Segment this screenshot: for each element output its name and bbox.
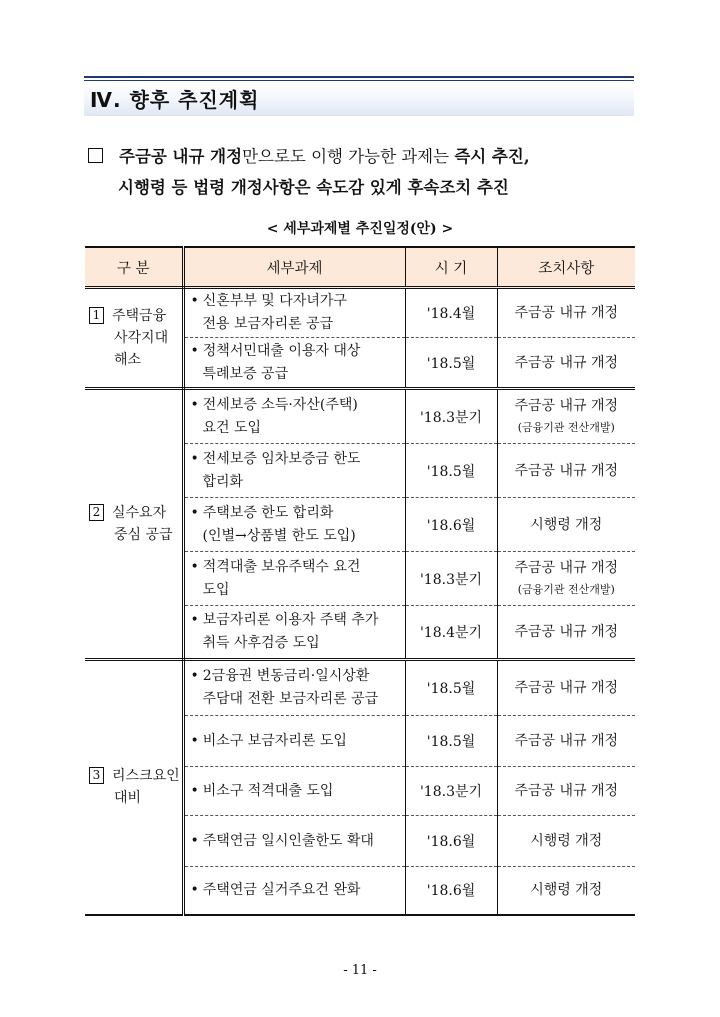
task-cell [183,552,405,606]
time-cell: '18.6월 [405,816,497,867]
task-text-1: 비소구 적격대출 도입 [202,782,334,799]
bullet-icon: • [190,293,199,309]
task-line-1 [191,730,405,753]
schedule-table [85,246,635,916]
task-line-1 [191,290,405,313]
task-line-1 [191,780,405,803]
task-cell [183,767,405,816]
division-cell [85,288,183,389]
checkbox-square-icon [88,148,103,163]
division-line-2: 대비 [114,790,142,807]
division-line-2: 사각지대 [114,330,169,346]
action-cell [497,660,635,716]
time-cell: '18.6월 [405,498,497,552]
bullet-icon: • [190,612,199,628]
header-rule-thin [84,80,634,81]
division-label-1: 리스크요인 [112,768,180,785]
task-text-2: 특례보증 공급 [202,365,289,382]
action-text: 주금공 내규 개정 [514,680,619,696]
task-text-2: 취득 사후검증 도입 [202,635,320,651]
time-cell: '18.4월 [405,288,497,338]
time-cell: '18.5월 [405,338,497,389]
action-text: 주금공 내규 개정 [514,559,619,576]
time-cell: '18.3분기 [405,552,497,606]
task-text-1: 정책서민대출 이용자 대상 [202,342,361,359]
division-number: 2 [89,504,104,521]
action-text: 주금공 내규 개정 [514,354,619,371]
task-line-1 [191,830,405,853]
task-cell [183,444,405,498]
bullet-icon: • [190,558,199,575]
time-cell: '18.5월 [405,660,497,716]
table-row [85,288,635,338]
bullet-icon: • [190,668,199,684]
action-text: 주금공 내규 개정 [514,783,619,799]
task-line-1 [191,448,405,471]
action-cell [497,389,635,444]
action-cell [497,288,635,338]
time-cell: '18.6월 [405,867,497,915]
action-text: 주금공 내규 개정 [514,462,619,479]
bullet-icon: • [190,342,199,359]
task-text-1: 주택연금 일시인출한도 확대 [202,832,374,849]
action-cell [497,767,635,816]
time-cell: '18.4분기 [405,606,497,660]
division-line-2: 중심 공급 [114,527,173,543]
task-text-1: 신혼부부 및 다자녀가구 [202,293,347,309]
task-line-1 [191,502,405,525]
header-time: 시 기 [405,247,497,288]
task-text-1: 주택보증 한도 합리화 [202,504,334,521]
task-text-2: 전용 보금자리론 공급 [202,316,334,332]
division-label-1: 실수요자 [112,505,167,521]
header-division: 구 분 [85,247,183,288]
task-text-2: (인별→상품별 한도 도입) [202,527,356,544]
task-line-1 [191,394,405,417]
division-number: 1 [89,307,104,324]
task-cell [183,338,405,389]
task-line-1 [191,340,405,363]
action-subtext: (금융기관 전산개발) [517,420,615,434]
division-line-1 [89,305,182,327]
task-line-1 [191,556,405,579]
task-text-1: 전세보증 임차보증금 한도 [202,450,361,467]
table-row [85,389,635,444]
action-cell [497,552,635,606]
action-cell [497,338,635,389]
action-text: 시행령 개정 [530,516,603,533]
task-line-1 [191,879,405,902]
action-text: 주금공 내규 개정 [514,305,619,321]
action-subtext: (금융기관 전산개발) [517,582,615,596]
task-cell [183,498,405,552]
task-cell [183,867,405,915]
task-text-2: 합리화 [202,473,244,490]
action-text: 주금공 내규 개정 [514,397,619,414]
action-cell [497,606,635,660]
time-cell: '18.5월 [405,444,497,498]
lead-normal-1: 만으로도 이행 가능한 과제는 [242,147,455,166]
division-cell [85,389,183,660]
action-cell [497,867,635,915]
table-caption: < 세부과제별 추진일정(안) > [266,221,454,237]
action-cell [497,444,635,498]
task-text-1: 전세보증 소득·자산(주택) [202,396,358,413]
table-body [85,288,635,915]
header-rule [84,76,634,78]
time-cell: '18.3분기 [405,389,497,444]
bullet-icon: • [190,881,199,898]
table-row [85,660,635,716]
task-cell [183,816,405,867]
task-cell [183,288,405,338]
division-cell [85,660,183,915]
lead-bold-2: 즉시 추진, [454,147,530,166]
time-cell: '18.5월 [405,716,497,767]
lead-line-1 [88,141,648,172]
task-text-2: 도입 [202,581,230,598]
task-text-1: 적격대출 보유주택수 요건 [202,558,361,575]
task-line-1 [191,665,405,688]
lead-line-2: 시행령 등 법령 개정사항은 속도감 있게 후속조치 추진 [118,178,509,197]
section-title: Ⅳ. 향후 추진계획 [90,88,260,112]
task-text-1: 2금융권 변동금리·일시상환 [202,668,370,684]
page-number: - 11 - [343,963,377,978]
bullet-icon: • [190,832,199,849]
task-text-1: 주택연금 실거주요건 완화 [202,881,361,898]
bullet-icon: • [190,450,199,467]
bullet-icon: • [190,396,199,413]
task-cell [183,606,405,660]
task-line-1 [191,609,405,632]
table-header-row [85,247,635,288]
task-text-1: 비소구 보금자리론 도입 [202,732,347,749]
action-text: 주금공 내규 개정 [514,733,619,749]
division-line-1 [89,502,182,524]
task-cell [183,389,405,444]
division-line-1 [89,765,182,787]
task-cell [183,660,405,716]
action-cell [497,716,635,767]
bullet-icon: • [190,782,199,799]
lead-bold-1: 주금공 내규 개정 [119,147,243,166]
bullet-icon: • [190,504,199,521]
action-cell [497,498,635,552]
action-text: 시행령 개정 [530,833,603,849]
header-task: 세부과제 [183,247,405,288]
task-text-1: 보금자리론 이용자 주택 추가 [202,612,379,628]
division-line-3: 해소 [114,352,142,368]
task-cell [183,716,405,767]
division-label-1: 주택금융 [112,308,167,324]
bullet-icon: • [190,732,199,749]
task-text-2: 요건 도입 [202,419,262,436]
section-header [84,76,634,116]
header-action: 조치사항 [497,247,635,288]
action-text: 주금공 내규 개정 [514,624,619,640]
action-cell [497,816,635,867]
lead-paragraph [88,141,648,203]
task-text-2: 주담대 전환 보금자리론 공급 [202,691,379,707]
time-cell: '18.3분기 [405,767,497,816]
division-number: 3 [89,767,104,784]
action-text: 시행령 개정 [530,882,603,899]
